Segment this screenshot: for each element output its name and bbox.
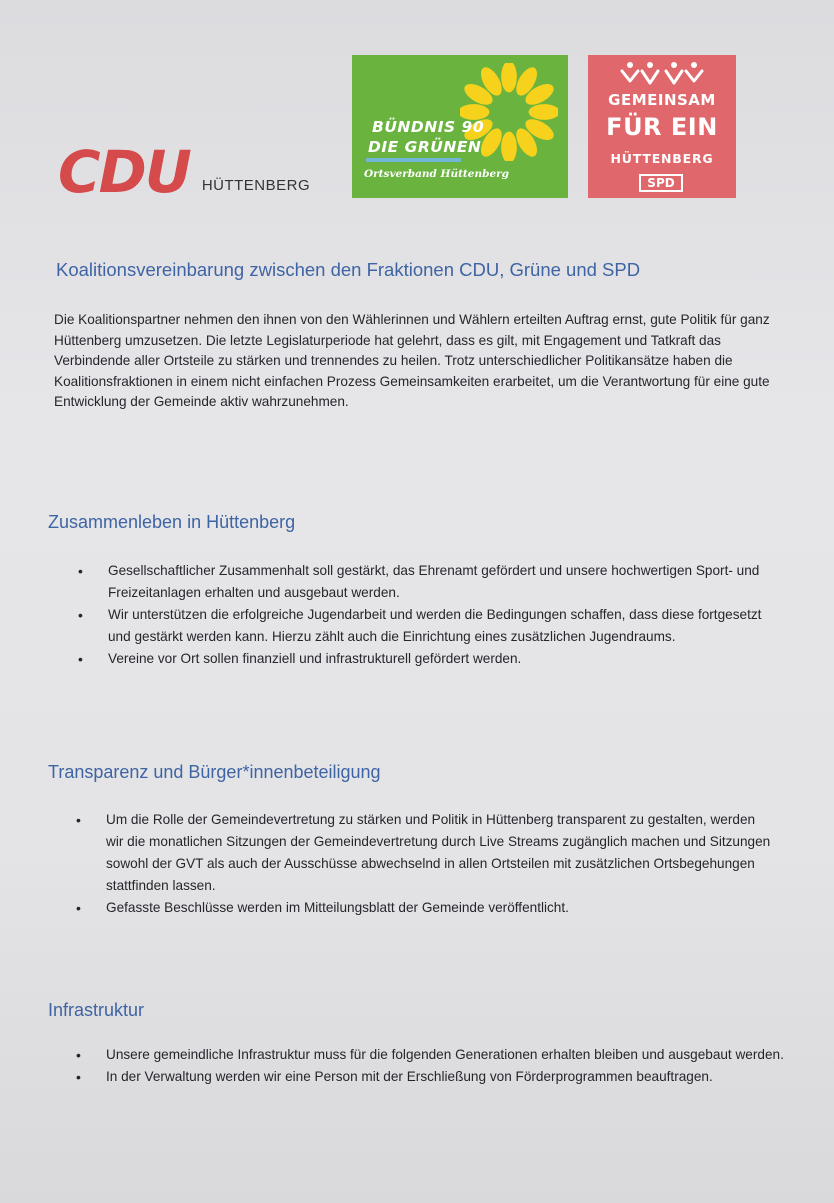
gruene-logo-line2: DIE GRÜNEN <box>368 138 482 156</box>
intro-paragraph: Die Koalitionspartner nehmen den ihnen von den Wählerinnen und Wählern erteilten Auftrag ernst, gute Politik für ganz Hüttenberg umzusetzen. Die letzte Legislaturperiode hat gelehrt, dass es gilt, mit Engagement und Tatkraft das Verbindende aller Ortsteile zu stärken und trennendes zu heilen. Trotz unterschiedlicher Politikansätze haben die Koalitionsfraktionen in einem nicht einfachen Prozess Gemeinsamkeiten erarbeitet, um die Verantwortung für eine gute Entwicklung der Gemeinde aktiv wahrzunehmen. <box>54 312 770 409</box>
spd-logo-badge: SPD <box>639 174 683 192</box>
gruene-logo <box>352 55 568 198</box>
people-icon <box>618 59 706 89</box>
list-item-text: Um die Rolle der Gemeindevertretung zu stärken und Politik in Hüttenberg transparent zu gestalten, werden wir die monatlichen Sitzungen der Gemeindevertretung durch Live Streams zugänglich machen und Sitzungen sowohl der GVT als auch der Ausschüsse abwechselnd in allen Ortsteilen mit zusätzlichen Ortsbegehungen stattfinden lassen. <box>106 812 771 893</box>
bullet-icon: • <box>76 900 81 916</box>
spd-logo-line1: GEMEINSAM <box>608 91 716 109</box>
section-list-infrastruktur <box>76 1044 786 1088</box>
list-item-text: In der Verwaltung werden wir eine Person mit der Erschließung von Förderprogrammen beauftragen. <box>106 1069 713 1084</box>
list-item <box>76 897 776 919</box>
section-heading-infrastruktur: Infrastruktur <box>48 1000 145 1020</box>
section-list-transparenz <box>76 809 776 919</box>
bullet-icon: • <box>76 812 81 828</box>
bullet-icon: • <box>78 607 83 623</box>
bullet-icon: • <box>78 651 83 667</box>
section-heading-transparenz: Transparenz und Bürger*innenbeteiligung <box>48 762 381 782</box>
list-item <box>76 1066 786 1088</box>
list-item-text: Gefasste Beschlüsse werden im Mitteilungsblatt der Gemeinde veröffentlicht. <box>106 900 569 915</box>
list-item-text: Gesellschaftlicher Zusammenhalt soll gestärkt, das Ehrenamt gefördert und unsere hochwertigen Sport- und Freizeitanlagen erhalten und ausgebaut werden. <box>108 563 760 600</box>
list-item <box>76 1044 786 1066</box>
list-item <box>76 809 776 897</box>
gruene-logo-bar <box>366 158 461 162</box>
spd-logo-line2: FÜR EIN <box>606 113 718 141</box>
gruene-logo-line1: BÜNDNIS 90 <box>372 118 485 136</box>
section-list-zusammenleben <box>78 560 778 670</box>
cdu-logo <box>58 138 311 206</box>
gruene-logo-subtitle: Ortsverband Hüttenberg <box>364 168 509 180</box>
cdu-logo-town: HÜTTENBERG <box>201 177 311 194</box>
list-item-text: Unsere gemeindliche Infrastruktur muss für die folgenden Generationen erhalten bleiben und ausgebaut werden. <box>106 1047 784 1062</box>
spd-logo-line3: HÜTTENBERG <box>610 151 714 166</box>
list-item <box>78 648 778 670</box>
cdu-logo-mark: CDU <box>58 138 190 206</box>
spd-logo <box>588 55 736 198</box>
section-heading-zusammenleben: Zusammenleben in Hüttenberg <box>48 512 296 532</box>
document-title: Koalitionsvereinbarung zwischen den Fraktionen CDU, Grüne und SPD <box>56 259 641 280</box>
bullet-icon: • <box>76 1047 81 1063</box>
list-item-text: Vereine vor Ort sollen finanziell und infrastrukturell gefördert werden. <box>108 651 522 666</box>
list-item-text: Wir unterstützen die erfolgreiche Jugendarbeit und werden die Bedingungen schaffen, dass diese fortgesetzt und gestärkt werden kann. Hierzu zählt auch die Einrichtung eines zusätzlichen Jugendraums. <box>108 607 762 644</box>
bullet-icon: • <box>78 563 83 579</box>
list-item <box>78 604 778 648</box>
bullet-icon: • <box>76 1069 81 1085</box>
list-item <box>78 560 778 604</box>
